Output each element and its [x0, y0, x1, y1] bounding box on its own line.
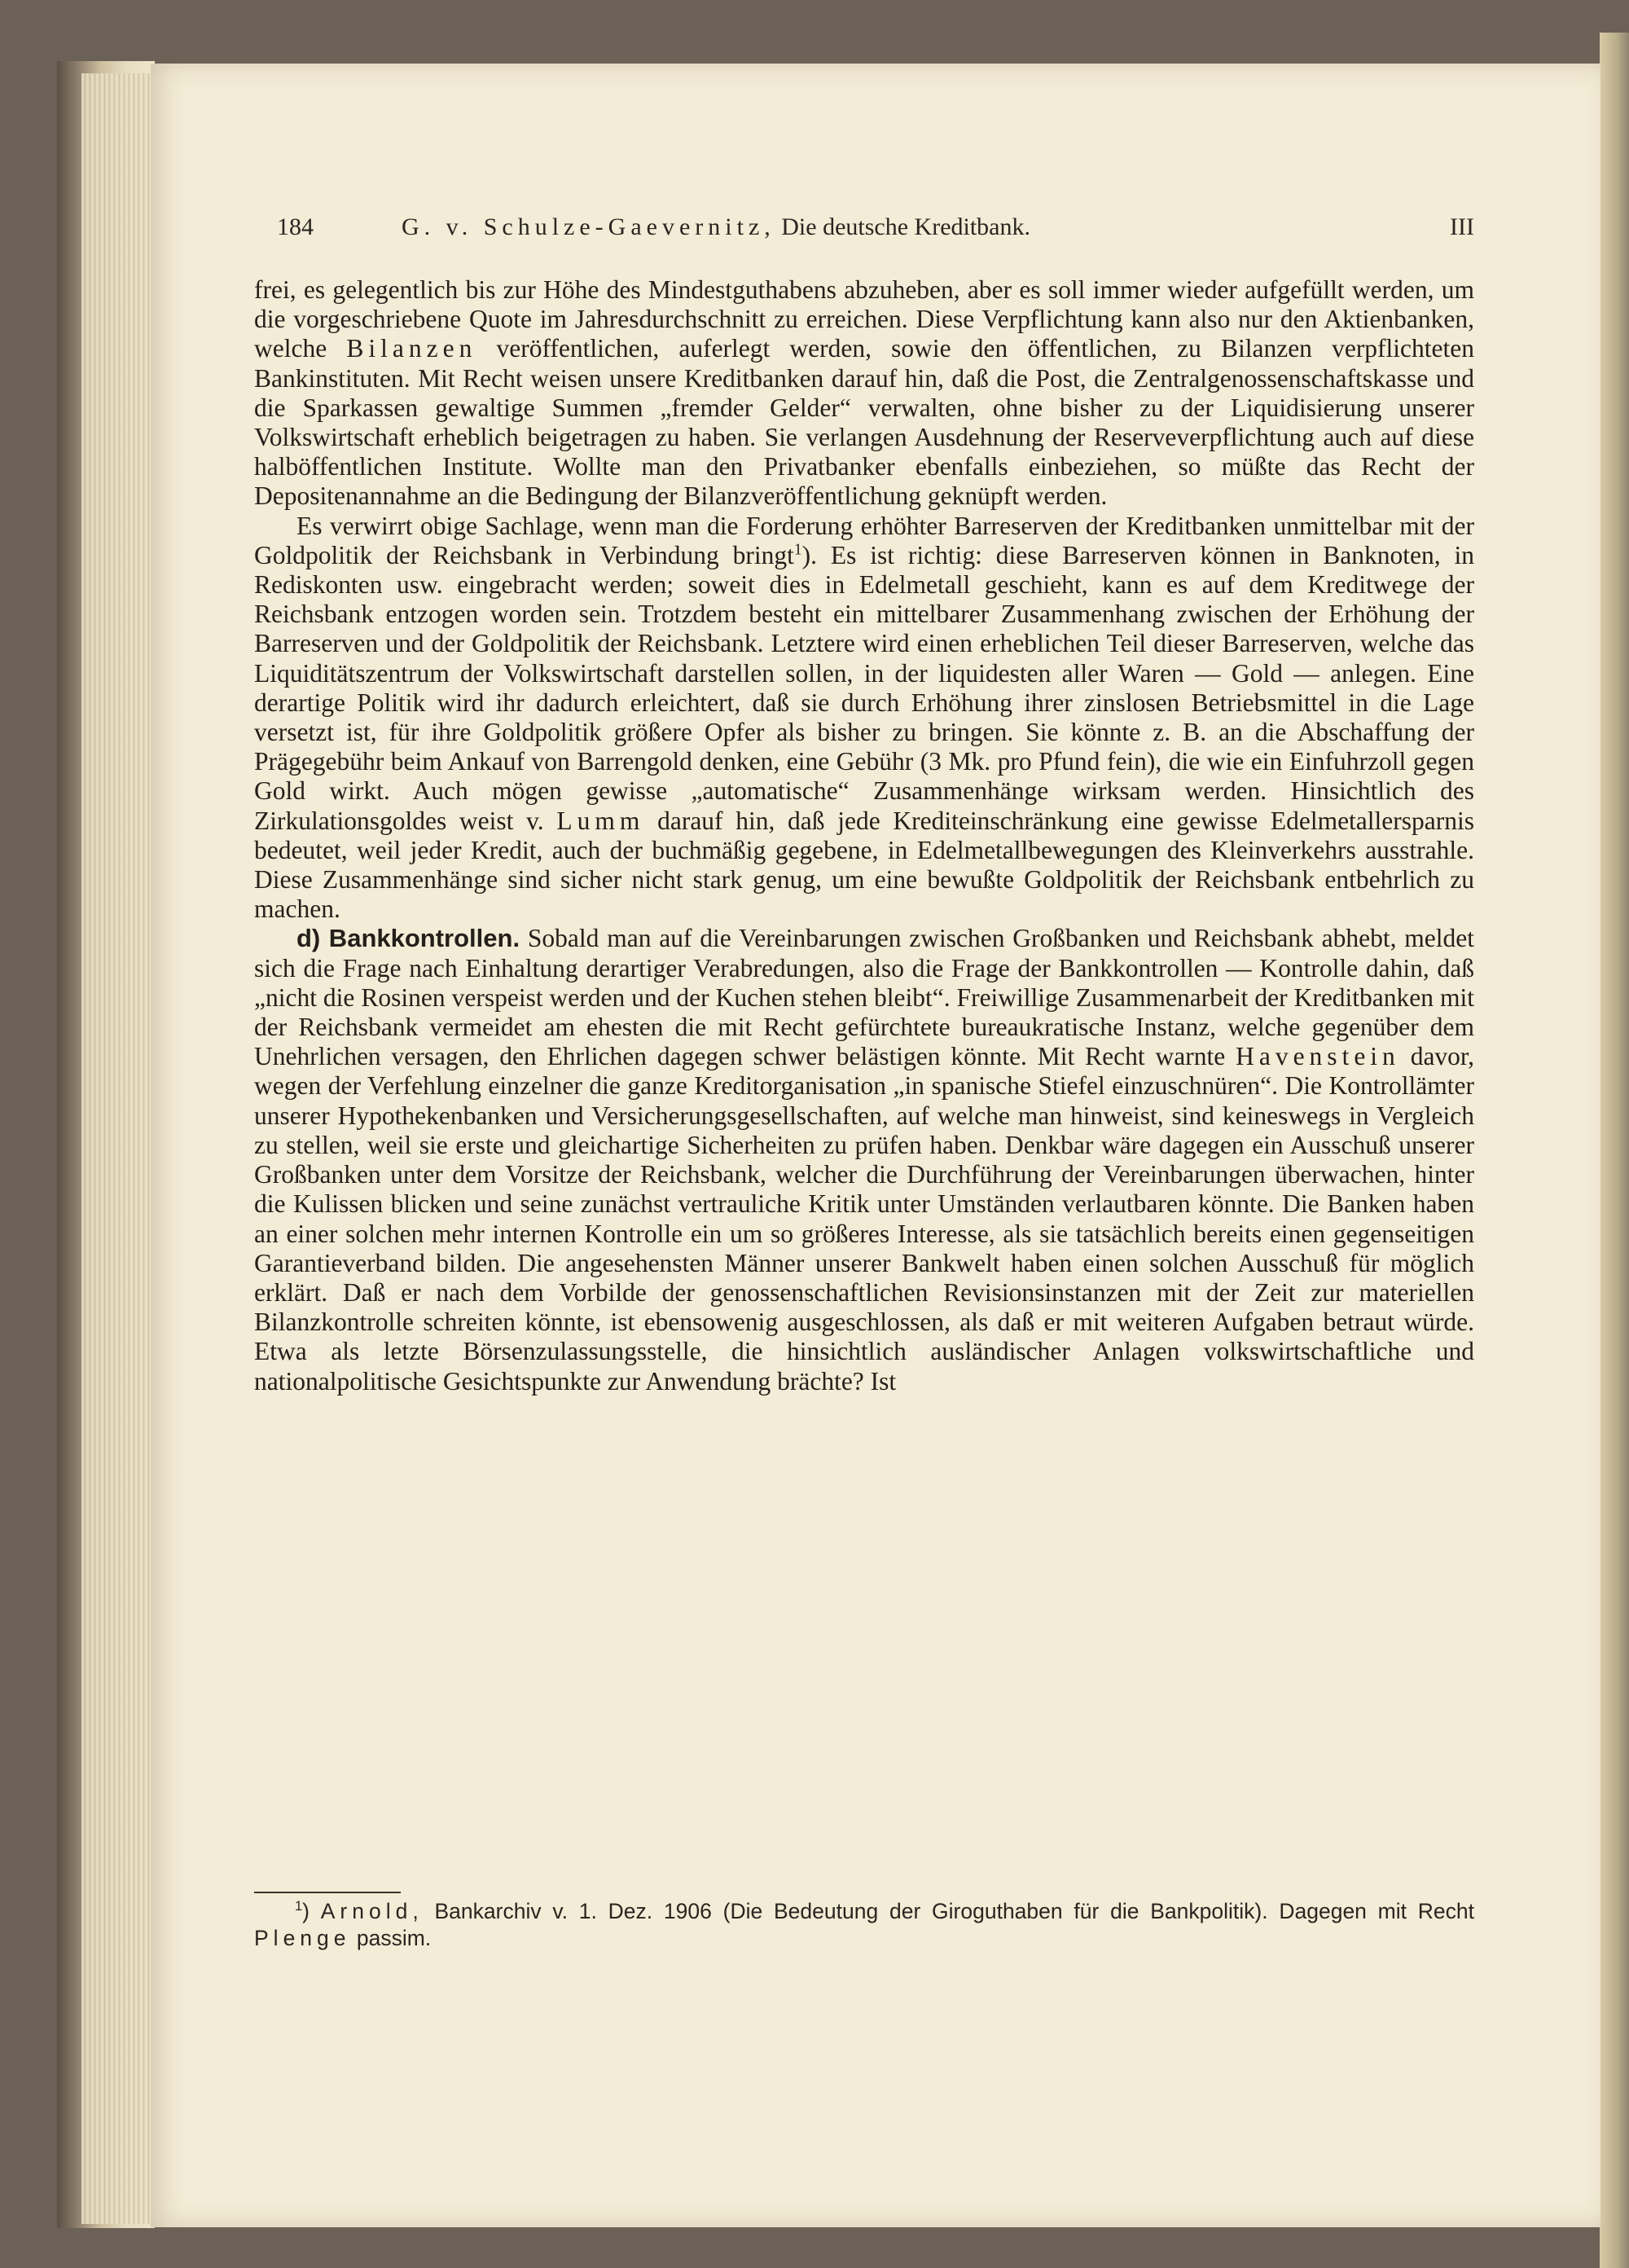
emphasis: Lumm: [556, 806, 645, 835]
header-title: Die deutsche Kreditbank.: [781, 213, 1030, 240]
subsection-heading: d) Bankkontrollen.: [296, 924, 520, 953]
emphasis: Bilanzen: [346, 334, 477, 363]
body-text: [254, 275, 1474, 1396]
paragraph: Es verwirrt obige Sachlage, wenn man die Forderung erhöhter Barreserven der Kreditbanken unmittelbar mit der Goldpolitik der Reichsbank in Verbindung bringt$^1$). Es ist richtig: diese Barreserven können in Banknoten, in Rediskonten usw. eingebracht werden; soweit dies in Edelmetall geschieht, kann es auf dem Kreditwege der Reichsbank entzogen worden sein. Trotzdem besteht ein mittelbarer Zusammenhang zwischen der Erhöhung der Barreserven und der Goldpolitik der Reichsbank. Letztere wird einen erheblichen Teil dieser Barreserven, welche das Liquiditätszentrum der Volkswirtschaft darstellen sollen, in der liquidesten aller Waren — Gold — anlegen. Eine derartige Politik wird ihr dadurch erleichtert, daß sie durch Erhöhung ihrer zinslosen Betriebsmittel in die Lage versetzt ist, für ihre Goldpolitik größere Opfer als bisher zu bringen. Sie könnte z. B. an die Abschaffung der Prägegebühr beim Ankauf von Barrengold denken, eine Gebühr (3 Mk. pro Pfund fein), die wie ein Einfuhrzoll gegen Gold wirkt. Auch mögen gewisse „automatische“ Zusammenhänge wirksam werden. Hinsichtlich des Zirkulationsgoldes weist v. Lumm darauf hin, daß jede Krediteinschränkung eine gewisse Edelmetallersparnis bedeutet, weil jeder Kredit, auch der buchmäßig gegebene, in Edelmetallbewegungen des Kleinverkehrs ausstrahle. Diese Zusammenhänge sind sicher nicht stark genug, um eine bewußte Goldpolitik der Reichsbank entbehrlich zu machen.: [254, 511, 1475, 924]
footnote-author: Arnold,: [320, 1899, 424, 1923]
paragraph: d) Bankkontrollen. Sobald man auf die Vereinbarungen zwischen Großbanken und Reichsbank abhebt, meldet sich die Frage nach Einhaltung derartiger Verabredungen, also die Frage der Bankkontrollen — Kontrolle dahin, daß „nicht die Rosinen verspeist werden und der Kuchen stehen bleibt“. Freiwillige Zusammenarbeit der Kreditbanken mit der Reichsbank vermeidet am ehesten die mit Recht gefürchtete bureaukratische Instanz, welche gegenüber dem Unehrlichen versagen, den Ehrlichen dagegen schwer belästigen könnte. Mit Recht warnte Havenstein davor, wegen der Verfehlung einzelner die ganze Kreditorganisation „in spanische Stiefel einzuschnüren“. Die Kontrollämter unserer Hypothekenbanken und Versicherungsgesellschaften, auf welche man hinweist, sind keineswegs in Vergleich zu stellen, weil sie erste und gleichartige Sicherheiten zu prüfen haben. Denkbar wäre dagegen ein Ausschuß unserer Großbanken unter dem Vorsitze der Reichsbank, welcher die Durchführung der Vereinbarungen überwachen, hinter die Kulissen blicken und seine zunächst vertrauliche Kritik unter Umständen verlautbaren könnte. Die Banken haben an einer solchen mehr internen Kontrolle ein um so größeres Interesse, als sie tatsächlich bereits einen gegenseitigen Garantieverband bilden. Die angesehensten Männer unserer Bankwelt haben einen solchen Ausschuß für möglich erklärt. Daß er nach dem Vorbilde der genossenschaftlichen Revisionsinstanzen mit der Zeit zur materiellen Bilanzkontrolle schreiten könnte, ist ebensowenig ausgeschlossen, als daß er mit weiteren Aufgaben betraut würde. Etwa als letzte Börsenzulassungsstelle, die hinsichtlich ausländischer Anlagen volkswirtschaftliche und nationalpolitische Gesichtspunkte zur Anwendung brächte? Ist: [254, 924, 1475, 1396]
paragraph: frei, es gelegentlich bis zur Höhe des Mindestguthabens abzuheben, aber es soll immer wieder aufgefüllt werden, um die vorgeschriebene Quote im Jahresdurchschnitt zu erreichen. Diese Verpflichtung kann also nur den Aktienbanken, welche Bilanzen veröffentlichen, auferlegt werden, sowie den öffentlichen, zu Bilanzen verpflichteten Bankinstituten. Mit Recht weisen unsere Kreditbanken darauf hin, daß die Post, die Zentralgenossenschaftskasse und die Sparkassen gewaltige Summen „fremder Gelder“ verwalten, ohne bisher zu der Liquidisierung unserer Volkswirtschaft erheblich beigetragen zu haben. Sie verlangen Ausdehnung der Reserveverpflichtung auch auf diese halböffentlichen Institute. Wollte man den Privatbanker ebenfalls einbeziehen, so müßte das Recht der Depositenannahme an die Bedingung der Bilanzveröffentlichung geknüpft werden.: [254, 275, 1474, 511]
footnote-ref: 1: [793, 541, 802, 559]
footnote-marker: 1: [295, 1899, 303, 1914]
running-header: [277, 213, 1474, 249]
footnote: $^1$) Arnold, Bankarchiv v. 1. Dez. 1906 (Die Bedeutung der Giroguthaben für die Bankpolitik). Dagegen mit Recht Plenge passim.: [254, 1899, 1475, 1950]
emphasis: Havenstein: [1236, 1042, 1400, 1071]
footnote-author: Plenge: [254, 1926, 351, 1950]
header-author: G. v. Schulze-Gaevernitz,: [402, 213, 775, 240]
facing-page-edge: [1600, 33, 1629, 2268]
page-number: 184: [277, 213, 314, 240]
page-edges: [81, 73, 155, 2224]
section-number: III: [1450, 213, 1474, 240]
running-title: [402, 213, 1030, 241]
footnote-rule: [254, 1892, 401, 1893]
